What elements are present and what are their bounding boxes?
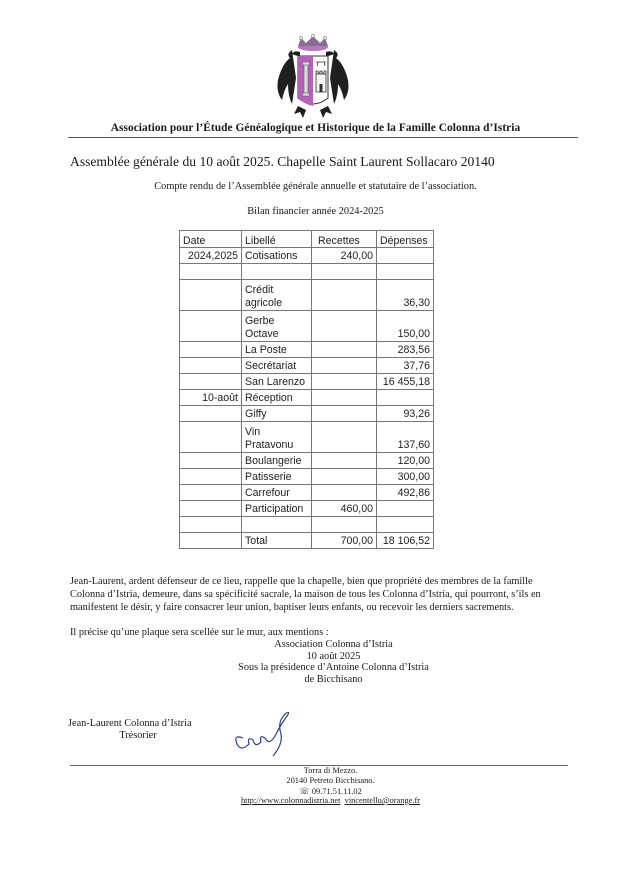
cell-depenses: 300,00 xyxy=(377,469,434,485)
cell-libelle: Réception xyxy=(242,390,312,406)
handwritten-signature-icon xyxy=(225,700,305,760)
cell-date xyxy=(180,358,242,374)
phone-number: 09.71.51.11.02 xyxy=(311,787,362,796)
table-row xyxy=(180,422,434,453)
cell-recettes: 240,00 xyxy=(312,248,377,264)
cell-libelle xyxy=(242,517,312,533)
cell-recettes: 700,00 xyxy=(312,533,377,549)
cell-date xyxy=(180,517,242,533)
cell-libelle: Boulangerie xyxy=(242,453,312,469)
cell-date xyxy=(180,342,242,358)
table-row xyxy=(180,390,434,406)
table-row xyxy=(180,501,434,517)
crown-icon xyxy=(298,34,328,51)
cell-libelle: San Larenzo xyxy=(242,374,312,390)
plaque-line: Association Colonna d’Istria xyxy=(274,639,393,650)
cell-depenses xyxy=(377,264,434,280)
cell-recettes xyxy=(312,469,377,485)
cell-depenses: 93,26 xyxy=(377,406,434,422)
cell-libelle: Carrefour xyxy=(242,485,312,501)
cell-depenses: 492,86 xyxy=(377,485,434,501)
column-header-depenses: Dépenses xyxy=(377,231,434,248)
cell-recettes xyxy=(312,264,377,280)
cell-libelle: Secrétariat xyxy=(242,358,312,374)
cell-depenses: 36,30 xyxy=(377,280,434,311)
cell-recettes xyxy=(312,280,377,311)
plaque-line: Sous la présidence d’Antoine Colonna d’Istria xyxy=(238,662,429,673)
cell-depenses xyxy=(377,501,434,517)
cell-date xyxy=(180,533,242,549)
cell-recettes xyxy=(312,422,377,453)
cell-recettes xyxy=(312,485,377,501)
cell-date xyxy=(180,311,242,342)
footer-address-line-2: 20140 Petreto Bicchisano. xyxy=(286,776,375,785)
cell-date xyxy=(180,280,242,311)
cell-depenses xyxy=(377,390,434,406)
cell-libelle: Crédit agricole xyxy=(242,280,312,311)
financial-table xyxy=(179,230,434,549)
cell-depenses: 137,60 xyxy=(377,422,434,453)
cell-depenses: 150,00 xyxy=(377,311,434,342)
cell-depenses: 18 106,52 xyxy=(377,533,434,549)
cell-recettes xyxy=(312,374,377,390)
bilan-title: Bilan financier année 2024-2025 xyxy=(247,206,384,217)
table-row xyxy=(180,248,434,264)
cell-date xyxy=(180,264,242,280)
cell-recettes xyxy=(312,453,377,469)
cell-libelle: Gerbe Octave xyxy=(242,311,312,342)
signatory-name: Jean-Laurent Colonna d’Istria xyxy=(68,718,192,729)
cell-depenses: 37,76 xyxy=(377,358,434,374)
plaque-line: de Bicchisano xyxy=(304,674,363,685)
plaque-line: 10 août 2025 xyxy=(306,651,361,662)
table-row xyxy=(180,406,434,422)
cell-recettes xyxy=(312,390,377,406)
footer-phone xyxy=(15,786,631,796)
cell-libelle: Participation xyxy=(242,501,312,517)
header-divider xyxy=(68,137,578,138)
body-paragraph: Jean-Laurent, ardent défenseur de ce lieu, rappelle que la chapelle, bien que propriété des membres de la famille Colonna d’Istria, demeure, dans sa spécificité sacrale, la maison de tous les Colonna d’Istria, qui pourront, s’ils en manifestent le désir, y faire consacrer leur union, baptiser leurs enfants, ou recevoir les derniers sacrements. xyxy=(70,576,541,613)
cell-date: 10-août xyxy=(180,390,242,406)
table-row xyxy=(180,517,434,533)
association-title: Association pour l’Étude Généalogique et Historique de la Famille Colonna d’Istria xyxy=(110,122,521,134)
table-header-row xyxy=(180,231,434,248)
table-row xyxy=(180,485,434,501)
cell-depenses: 120,00 xyxy=(377,453,434,469)
cell-recettes xyxy=(312,311,377,342)
cell-date: 2024,2025 xyxy=(180,248,242,264)
table-row xyxy=(180,469,434,485)
footer-address-line-1: Torra di Mezzo. xyxy=(303,766,358,775)
table-row xyxy=(180,374,434,390)
cell-libelle: Giffy xyxy=(242,406,312,422)
cell-recettes xyxy=(312,342,377,358)
table-row xyxy=(180,453,434,469)
cell-recettes: 460,00 xyxy=(312,501,377,517)
table-row xyxy=(180,342,434,358)
cell-date xyxy=(180,485,242,501)
table-row xyxy=(180,280,434,311)
cell-libelle: Vin Pratavonu xyxy=(242,422,312,453)
cell-date xyxy=(180,422,242,453)
email-link[interactable]: vincentellu@orange.fr xyxy=(344,796,421,805)
cell-libelle: Cotisations xyxy=(242,248,312,264)
cell-recettes xyxy=(312,406,377,422)
cell-libelle: Total xyxy=(242,533,312,549)
shield-icon xyxy=(298,56,328,106)
column-header-libelle: Libellé xyxy=(242,231,312,248)
table-row xyxy=(180,311,434,342)
column-header-recettes: Recettes xyxy=(312,231,377,248)
footer-links xyxy=(15,796,631,805)
cell-date xyxy=(180,501,242,517)
cell-date xyxy=(180,453,242,469)
cell-date xyxy=(180,406,242,422)
cell-depenses: 283,56 xyxy=(377,342,434,358)
table-row xyxy=(180,264,434,280)
cell-depenses xyxy=(377,248,434,264)
cell-date xyxy=(180,374,242,390)
coat-of-arms-icon xyxy=(270,34,356,120)
cell-date xyxy=(180,469,242,485)
plaque-intro: Il précise qu’une plaque sera scellée sur le mur, aux mentions : xyxy=(70,627,329,638)
report-intro: Compte rendu de l’Assemblée générale annuelle et statutaire de l’association. xyxy=(154,181,477,192)
cell-libelle: La Poste xyxy=(242,342,312,358)
signatory-role: Trésorier xyxy=(119,730,157,741)
cell-libelle: Patisserie xyxy=(242,469,312,485)
cell-depenses: 16 455,18 xyxy=(377,374,434,390)
table-total-row xyxy=(180,533,434,549)
cell-depenses xyxy=(377,517,434,533)
cell-recettes xyxy=(312,517,377,533)
assembly-title: Assemblée générale du 10 août 2025. Chapelle Saint Laurent Sollacaro 20140 xyxy=(70,154,495,169)
cell-libelle xyxy=(242,264,312,280)
telephone-icon: ☏ xyxy=(299,787,310,796)
column-header-date: Date xyxy=(180,231,242,248)
cell-recettes xyxy=(312,358,377,374)
table-row xyxy=(180,358,434,374)
table-body xyxy=(180,248,434,549)
website-link[interactable]: http://www.colonnadistria.net xyxy=(240,796,341,805)
